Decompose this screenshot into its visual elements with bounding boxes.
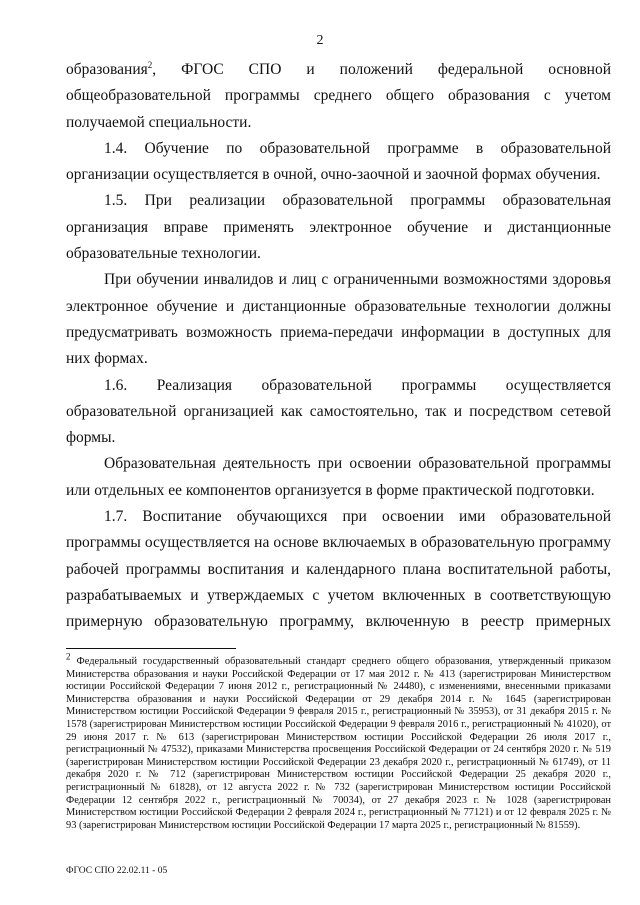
body-text <box>66 57 611 636</box>
paragraph-continuation <box>66 57 611 136</box>
document-code: ФГОС СПО 22.02.11 - 05 <box>66 866 168 876</box>
footnote-mark: 2 <box>66 651 71 662</box>
footnote-2 <box>66 651 611 832</box>
paragraph-text: , ФГОС СПО и положений федеральной основной общеобразовательной программы среднего общего образования с учетом получаемой специальности. <box>66 61 611 131</box>
paragraph-1-7: 1.7. Воспитание обучающихся при освоении ими образовательной программы осуществляется на основе включаемых в образовательную программу рабочей программы воспитания и календарного плана воспитательной работы, разрабатываемых и утверждаемых с учетом включенных в соответствующую примерную образовательную программу, включенную в реестр примерных <box>66 508 611 631</box>
paragraph-disabilities: При обучении инвалидов и лиц с ограниченными возможностями здоровья электронное обучение и дистанционные образовательные технологии должны предусматривать возможность приема-передачи информации в доступных для них формах. <box>66 271 611 368</box>
footnote-reference[interactable]: 2 <box>147 59 153 70</box>
page-number: 2 <box>316 33 324 48</box>
paragraph-1-6: 1.6. Реализация образовательной программы осуществляется образовательной организацией как самостоятельно, так и посредством сетевой формы. <box>66 376 611 447</box>
footnotes <box>66 651 611 832</box>
paragraph-text: образования <box>66 61 148 78</box>
footnote-separator <box>66 648 236 649</box>
paragraph-1-4: 1.4. Обучение по образовательной программе в образовательной организации осуществляется в очной, очно-заочной и заочной формах обучения. <box>66 139 611 184</box>
paragraph-practical-training: Образовательная деятельность при освоении образовательной программы или отдельных ее компонентов организуется в форме практической подготовки. <box>66 455 611 499</box>
paragraph-1-5: 1.5. При реализации образовательной программы образовательная организация вправе применять электронное обучение и дистанционные образовательные технологии. <box>66 192 611 263</box>
footnote-text: Федеральный государственный образовательный стандарт среднего общего образования, утвержденный приказом Министерства образования и науки Российской Федерации от 17 мая 2012 г. № 413 (зарегистрирован Министерством юстиции Российской Федерации 7 июня 2012 г., регистрационный № 24480), с изменениями, внесенными приказами Министерства образования и науки Российской Федерации от 29 декабря 2014 г. № 1645 (зарегистрирован Министерством юстиции Российской Федерации 9 февраля 2015 г., регистрационный № 35953), от 31 декабря 2015 г. № 1578 (зарегистрирован Министерством юстиции Российской Федерации 9 февраля 2016 г., регистрационный № 41020), от 29 июня 2017 г. № 613 (зарегистрирован Министерством юстиции Российской Федерации 26 июля 2017 г., регистрационный № 47532), приказами Министерства просвещения Российской Федерации от 24 сентября 2020 г. № 519 (зарегистрирован Министерством юстиции Российской Федерации 23 декабря 2020 г., регистрационный № 61749), от 11 декабря 2020 г. № 712 (зарегистрирован Министерством юстиции Российской Федерации 25 декабря 2020 г., регистрационный № 61828), от 12 августа 2022 г. № 732 (зарегистрирован Министерством юстиции Российской Федерации 12 сентября 2022 г., регистрационный № 70034), от 27 декабря 2023 г. № 1028 (зарегистрирован Министерством юстиции Российской Федерации 2 февраля 2024 г., регистрационный № 77121) и от 12 февраля 2025 г. № 93 (зарегистрирован Министерством юстиции Российской Федерации 17 марта 2025 г., регистрационный № 81559). <box>66 656 611 831</box>
